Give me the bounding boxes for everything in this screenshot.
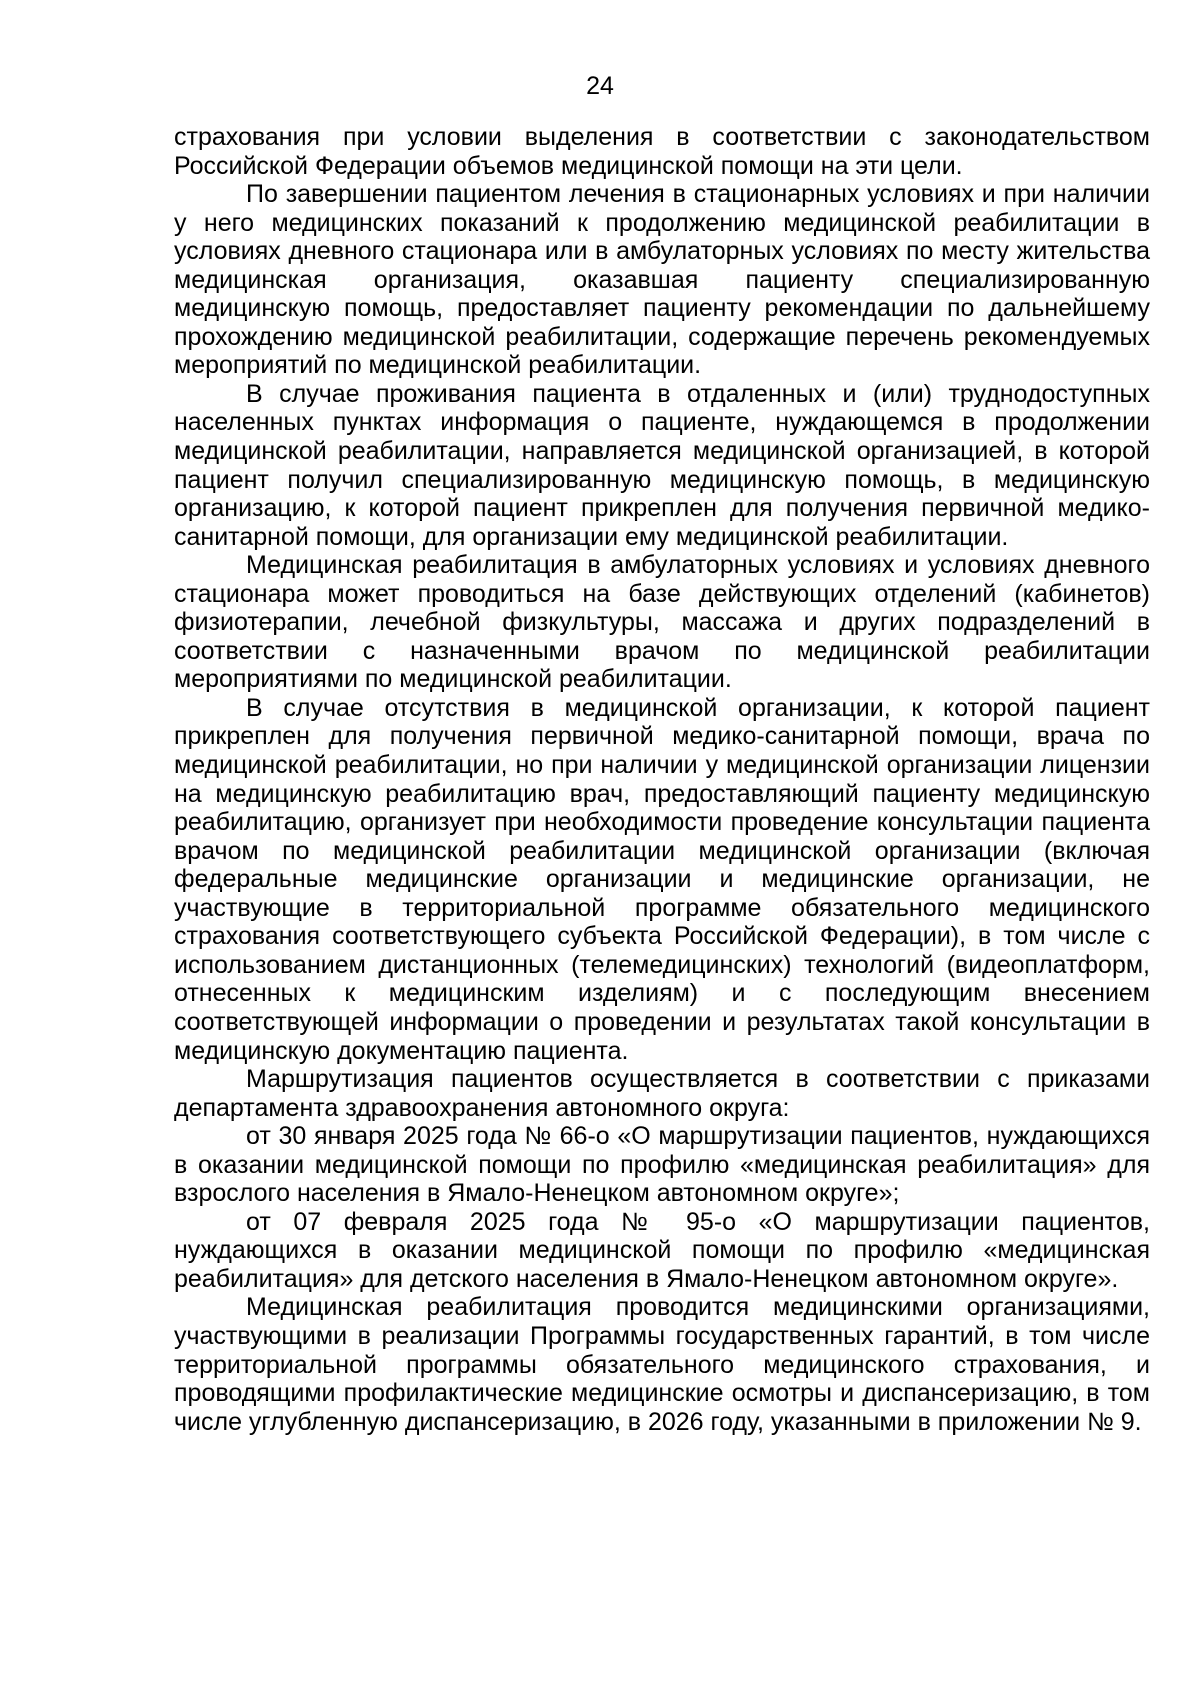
paragraph-rehab-recommendations: По завершении пациентом лечения в стационарных условиях и при наличии у него медицинских показаний к продолжению медицинской реабилитации в условиях дневного стационара или в амбулаторных условиях по месту жительства медицинская организация, оказавшая пациенту специализированную медицинскую помощь, предоставляет пациенту рекомендации по дальнейшему прохождению медицинской реабилитации, содержащие перечень рекомендуемых мероприятий по медицинской реабилитации. <box>174 180 1150 380</box>
paragraph-consultation: В случае отсутствия в медицинской организации, к которой пациент прикреплен для получения первичной медико-санитарной помощи, врача по медицинской реабилитации, но при наличии у медицинской организации лицензии на медицинскую реабилитацию врач, предоставляющий пациенту медицинскую реабилитацию, организует при необходимости проведение консультации пациента врачом по медицинской реабилитации медицинской организации (включая федеральные медицинские организации и медицинские организации, не участвующие в территориальной программе обязательного медицинского страхования соответствующего субъекта Российской Федерации), в том числе с использованием дистанционных (телемедицинских) технологий (видеоплатформ, отнесенных к медицинским изделиям) и с последующим внесением соответствующей информации о проведении и результатах такой консультации в медицинскую документацию пациента. <box>174 693 1150 1065</box>
page-number: 24 <box>586 72 614 100</box>
document-body <box>174 123 1150 1436</box>
paragraph-routing: Маршрутизация пациентов осуществляется в соответствии с приказами департамента здравоохранения автономного округа: <box>174 1065 1150 1122</box>
paragraph-continuation: страхования при условии выделения в соответствии с законодательством Российской Федерации объемов медицинской помощи на эти цели. <box>174 123 1150 180</box>
paragraph-remote-settlements: В случае проживания пациента в отдаленных и (или) труднодоступных населенных пунктах информация о пациенте, нуждающемся в продолжении медицинской реабилитации, направляется медицинской организацией, в которой пациент получил специализированную медицинскую помощь, в медицинскую организацию, к которой пациент прикреплен для получения первичной медико-санитарной помощи, для организации ему медицинской реабилитации. <box>174 379 1150 551</box>
paragraph-participating-orgs: Медицинская реабилитация проводится медицинскими организациями, участвующими в реализации Программы государственных гарантий, в том числе территориальной программы обязательного медицинского страхования, и проводящими профилактические медицинские осмотры и диспансеризацию, в том числе углубленную диспансеризацию, в 2026 году, указанными в приложении № 9. <box>174 1293 1150 1436</box>
paragraph-order-adults: от 30 января 2025 года № 66-о «О маршрутизации пациентов, нуждающихся в оказании медицинской помощи по профилю «медицинская реабилитация» для взрослого населения в Ямало-Ненецком автономном округе»; <box>174 1122 1150 1208</box>
paragraph-order-children: от 07 февраля 2025 года № 95-о «О маршрутизации пациентов, нуждающихся в оказании медицинской помощи по профилю «медицинская реабилитация» для детского населения в Ямало-Ненецком автономном округе». <box>174 1207 1150 1293</box>
paragraph-outpatient-rehab: Медицинская реабилитация в амбулаторных условиях и условиях дневного стационара может проводиться на базе действующих отделений (кабинетов) физиотерапии, лечебной физкультуры, массажа и других подразделений в соответствии с назначенными врачом по медицинской реабилитации мероприятиями по медицинской реабилитации. <box>174 551 1150 694</box>
